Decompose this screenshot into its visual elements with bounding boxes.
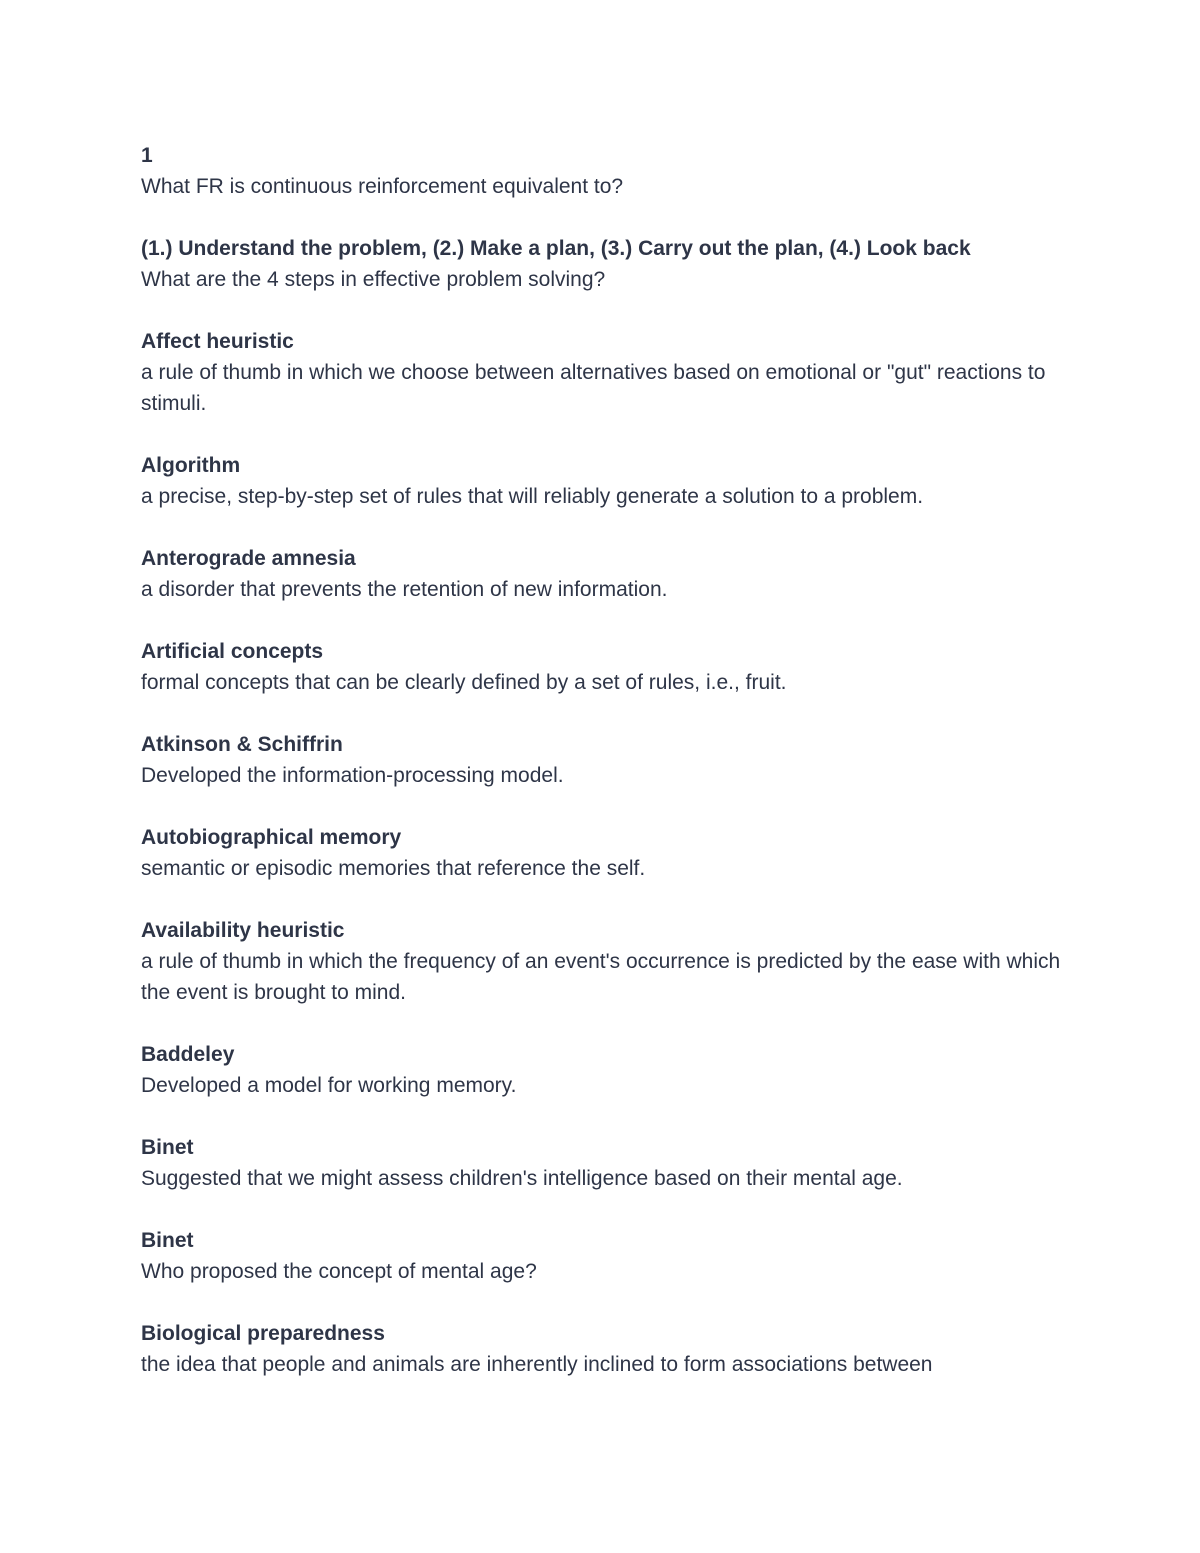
card-definition: the idea that people and animals are inherently inclined to form associations between	[141, 1353, 933, 1376]
card-definition: a precise, step-by-step set of rules that will reliably generate a solution to a problem.	[141, 485, 924, 508]
card-definition: a rule of thumb in which we choose between alternatives based on emotional or "gut" reactions to stimuli.	[141, 361, 1046, 415]
flashcard	[141, 450, 1061, 512]
card-definition: formal concepts that can be clearly defined by a set of rules, i.e., fruit.	[141, 671, 787, 694]
flashcard-list	[141, 140, 1061, 1411]
card-definition: semantic or episodic memories that reference the self.	[141, 857, 646, 880]
flashcard	[141, 1318, 1061, 1380]
card-term: Atkinson & Schiffrin	[141, 733, 343, 756]
card-term: Anterograde amnesia	[141, 547, 356, 570]
card-definition: What are the 4 steps in effective problem solving?	[141, 268, 606, 291]
card-definition: a rule of thumb in which the frequency of an event's occurrence is predicted by the ease with which the event is brought to mind.	[141, 950, 1061, 1004]
card-definition: Who proposed the concept of mental age?	[141, 1260, 537, 1283]
card-definition: What FR is continuous reinforcement equivalent to?	[141, 175, 624, 198]
card-definition: a disorder that prevents the retention of new information.	[141, 578, 668, 601]
flashcard	[141, 1039, 1061, 1101]
flashcard	[141, 729, 1061, 791]
card-definition: Developed the information-processing model.	[141, 764, 564, 787]
card-term: Availability heuristic	[141, 919, 345, 942]
card-definition: Developed a model for working memory.	[141, 1074, 517, 1097]
flashcard	[141, 1132, 1061, 1194]
card-term: 1	[141, 144, 153, 167]
flashcard	[141, 636, 1061, 698]
card-term: Artificial concepts	[141, 640, 324, 663]
card-definition: Suggested that we might assess children's intelligence based on their mental age.	[141, 1167, 903, 1190]
card-term: Affect heuristic	[141, 330, 294, 353]
flashcard	[141, 915, 1061, 1008]
card-term: Baddeley	[141, 1043, 235, 1066]
flashcard	[141, 233, 1061, 295]
flashcard	[141, 140, 1061, 202]
card-term: Binet	[141, 1136, 194, 1159]
card-term: Biological preparedness	[141, 1322, 385, 1345]
card-term: (1.) Understand the problem, (2.) Make a plan, (3.) Carry out the plan, (4.) Look back	[141, 237, 971, 260]
card-term: Autobiographical memory	[141, 826, 402, 849]
flashcard	[141, 822, 1061, 884]
card-term: Algorithm	[141, 454, 241, 477]
flashcard	[141, 326, 1061, 419]
flashcard	[141, 543, 1061, 605]
flashcard	[141, 1225, 1061, 1287]
card-term: Binet	[141, 1229, 194, 1252]
